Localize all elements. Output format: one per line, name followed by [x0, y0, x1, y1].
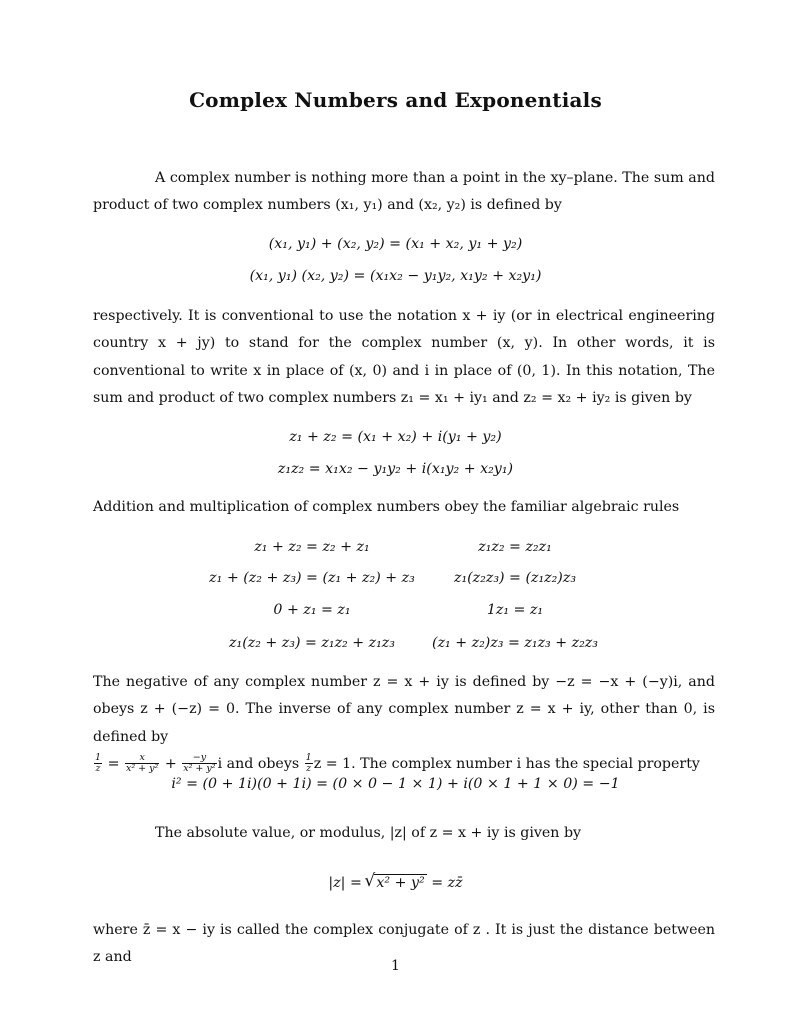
equation-product: (x₁, y₁) (x₂, y₂) = (x₁x₂ − y₁y₂, x₁y₂ + x₂y₁): [249, 268, 542, 284]
rule-right-1: z₁z₂ = z₂z₁: [478, 539, 552, 555]
negative-inverse-text: The negative of any complex number z = x + iy is defined by −z = −x + (−y)i, and obeys z + (−z) = 0. The inverse of any complex number z = x + iy, other than 0, is defined by: [93, 674, 715, 745]
fraction-obeys: $\frac{1}{z}$: [305, 752, 312, 775]
rule-left-2: z₁ + (z₂ + z₃) = (z₁ + z₂) + z₃: [209, 570, 415, 586]
paragraph-negative-inverse: [93, 669, 715, 778]
equation-sum: (x₁, y₁) + (x₂, y₂) = (x₁ + x₂, y₁ + y₂): [268, 236, 523, 252]
equation-z-sum: z₁ + z₂ = (x₁ + x₂) + i(y₁ + y₂): [289, 429, 502, 445]
equation-i-squared: i² = (0 + 1i)(0 + 1i) = (0 × 0 − 1 × 1) + i(0 × 1 + 1 × 0) = −1: [171, 776, 620, 792]
fraction-one-over-z: $\frac{1}{z}$: [95, 752, 102, 775]
rule-right-2: z₁(z₂z₃) = (z₁z₂)z₃: [453, 570, 577, 586]
modulus-lhs: |z| =: [328, 875, 362, 891]
equals-sign: =: [107, 755, 120, 772]
rule-left-1: z₁ + z₂ = z₂ + z₁: [254, 539, 370, 555]
square-root: √ x² + y²: [374, 874, 426, 891]
paragraph-modulus: The absolute value, or modulus, |z| of z = x + iy is given by: [155, 825, 582, 841]
fraction-y-part: $\frac{-y}{\text{x² + y²}}$: [183, 752, 216, 775]
paragraph-conjugate: where z̄ = x − iy is called the complex conjugate of z . It is just the distance between z and: [93, 922, 715, 966]
paragraph-intro: A complex number is nothing more than a point in the xy–plane. The sum and product of two complex numbers (x₁, y₁) and (x₂, y₂) is defined by: [93, 170, 715, 214]
inverse-definition: [93, 752, 218, 775]
equation-z-product: z₁z₂ = x₁x₂ − y₁y₂ + i(x₁y₂ + x₂y₁): [277, 461, 514, 477]
rule-right-3: 1z₁ = z₁: [486, 602, 544, 618]
rule-left-3: 0 + z₁ = z₁: [273, 602, 351, 618]
paragraph-rules-intro: Addition and multiplication of complex numbers obey the familiar algebraic rules: [93, 499, 680, 515]
page-title: Complex Numbers and Exponentials: [189, 88, 602, 112]
plus-sign: +: [164, 755, 177, 772]
modulus-rhs: = zz̄: [431, 875, 463, 891]
rule-left-4: z₁(z₂ + z₃) = z₁z₂ + z₁z₃: [229, 635, 395, 651]
special-property-text: z = 1. The complex number i has the special property: [313, 755, 700, 772]
equation-modulus: [0, 874, 791, 891]
fraction-x-part: $\frac{x}{\text{x² + y²}}$: [125, 752, 159, 775]
inverse-obeys-text: i and obeys: [217, 755, 300, 772]
paragraph-notation: respectively. It is conventional to use the notation x + iy (or in electrical engineering country x + jy) to stand for the complex number (x, y). In other words, it is conventional to write x in place of (x, 0) and i in place of (0, 1). In this notation, The sum and product of two complex numbers z₁ = x₁ + iy₁ and z₂ = x₂ + iy₂ is given by: [93, 308, 715, 406]
rule-right-4: (z₁ + z₂)z₃ = z₁z₃ + z₂z₃: [432, 635, 598, 651]
page-number: 1: [391, 958, 400, 974]
